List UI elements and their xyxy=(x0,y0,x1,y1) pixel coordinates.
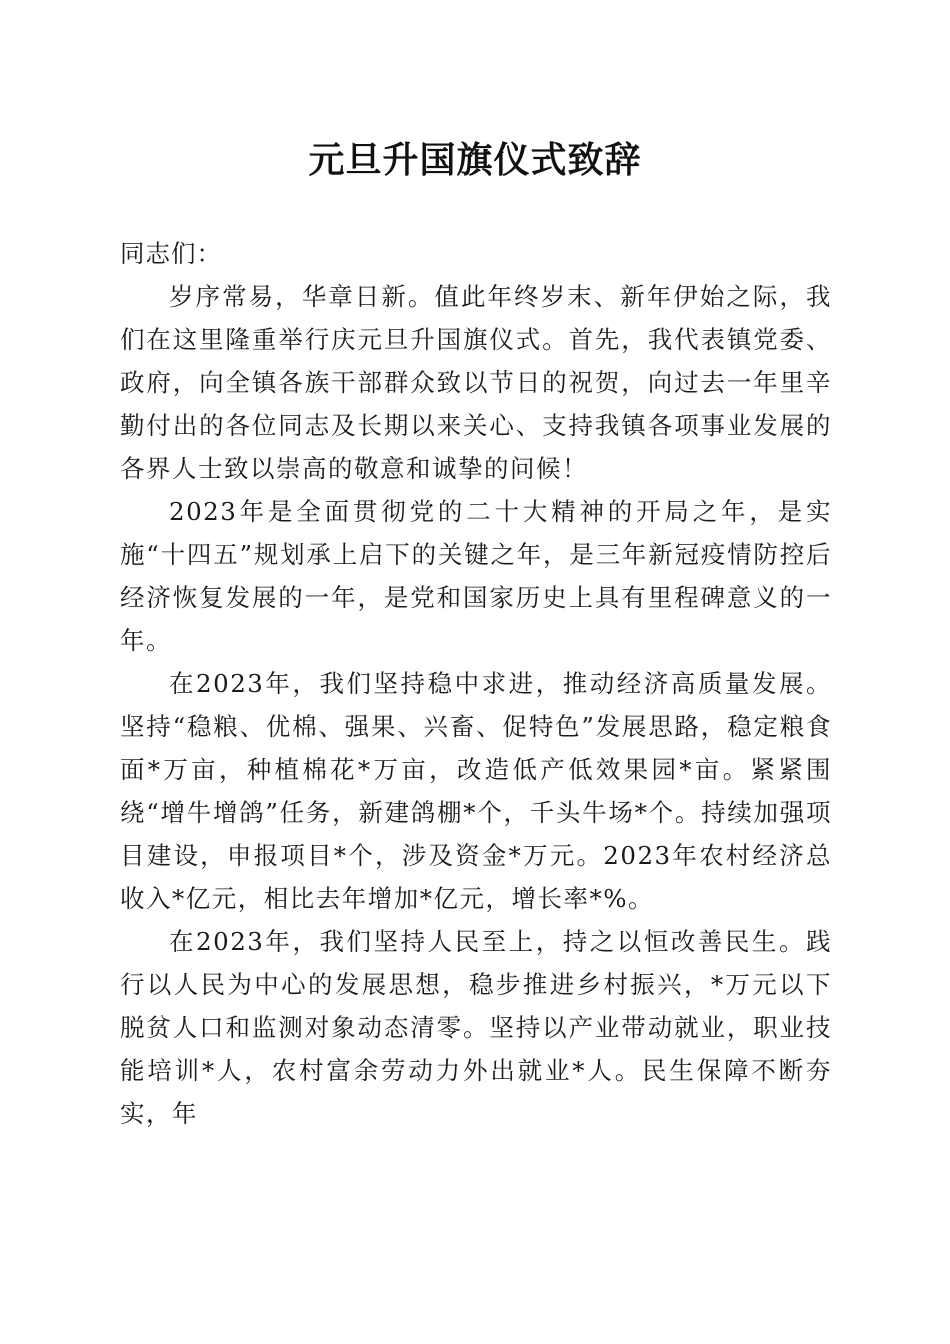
paragraph-1: 岁序常易，华章日新。值此年终岁末、新年伊始之际，我们在这里隆重举行庆元旦升国旗仪式。首先，我代表镇党委、政府，向全镇各族干部群众致以节日的祝贺，向过去一年里辛勤付出的各位同志及长期以来关心、支持我镇各项事业发展的各界人士致以崇高的敬意和诚挚的问候！ xyxy=(120,282,832,483)
salutation: 同志们： xyxy=(120,239,222,268)
paragraph-4: 在2023年，我们坚持人民至上，持之以恒改善民生。践行以人民为中心的发展思想，稳步推进乡村振兴，*万元以下脱贫人口和监测对象动态清零。坚持以产业带动就业，职业技能培训*人，农村富余劳动力外出就业*人。民生保障不断夯实，年 xyxy=(120,927,832,1128)
paragraph-3: 在2023年，我们坚持稳中求进，推动经济高质量发展。坚持“稳粮、优棉、强果、兴畜、促特色”发展思路，稳定粮食面*万亩，种植棉花*万亩，改造低产低效果园*亩。紧紧围绕“增牛增鸽”任务，新建鸽棚*个，千头牛场*个。持续加强项目建设，申报项目*个，涉及资金*万元。2023年农村经济总收入*亿元，相比去年增加*亿元，增长率*%。 xyxy=(120,669,832,913)
document-body xyxy=(120,232,832,1135)
paragraph-2: 2023年是全面贯彻党的二十大精神的开局之年，是实施“十四五”规划承上启下的关键之年，是三年新冠疫情防控后经济恢复发展的一年，是党和国家历史上具有里程碑意义的一年。 xyxy=(120,497,832,655)
document-title: 元旦升国旗仪式致辞 xyxy=(308,139,642,181)
